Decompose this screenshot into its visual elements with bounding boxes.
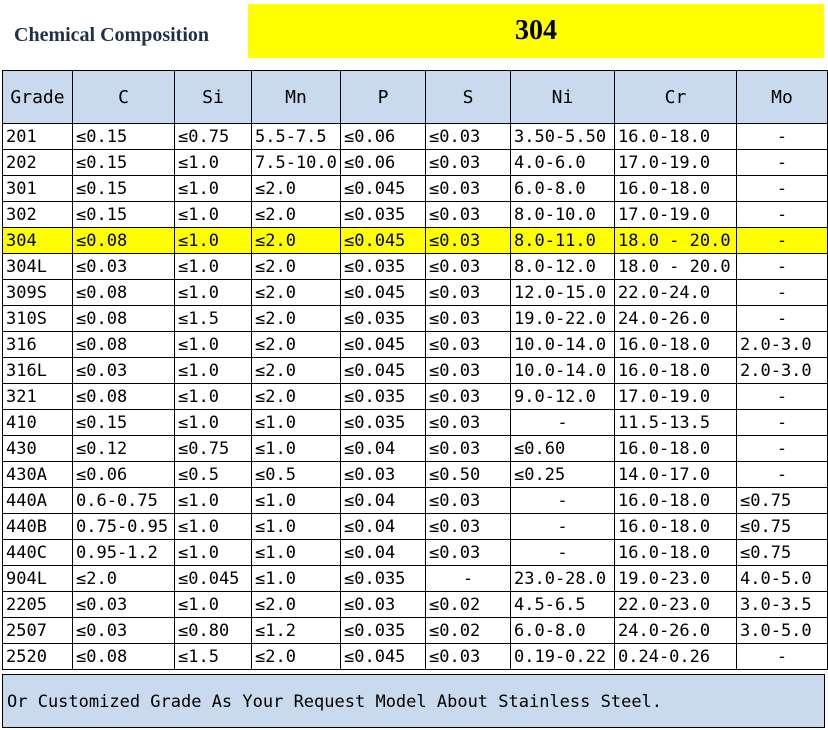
- cell-ni: 19.0-22.0: [511, 306, 615, 332]
- cell-p: ≤0.035: [341, 384, 426, 410]
- cell-c: ≤0.08: [73, 306, 175, 332]
- cell-s: ≤0.03: [426, 644, 511, 670]
- cell-cr: 24.0-26.0: [615, 618, 737, 644]
- cell-ni: -: [511, 514, 615, 540]
- table-row: [3, 618, 828, 644]
- cell-grade: 440B: [3, 514, 73, 540]
- cell-c: ≤2.0: [73, 566, 175, 592]
- cell-c: ≤0.15: [73, 410, 175, 436]
- cell-mo: 2.0-3.0: [737, 358, 828, 384]
- cell-c: ≤0.15: [73, 176, 175, 202]
- cell-si: ≤1.0: [175, 488, 252, 514]
- cell-mo: -: [737, 384, 828, 410]
- cell-si: ≤1.0: [175, 176, 252, 202]
- column-header-mn: Mn: [252, 71, 341, 124]
- cell-mn: ≤2.0: [252, 358, 341, 384]
- cell-grade: 430: [3, 436, 73, 462]
- cell-mo: ≤0.75: [737, 514, 828, 540]
- cell-grade: 304L: [3, 254, 73, 280]
- table-body: [3, 124, 828, 670]
- cell-c: ≤0.12: [73, 436, 175, 462]
- cell-mn: ≤2.0: [252, 254, 341, 280]
- cell-c: 0.95-1.2: [73, 540, 175, 566]
- cell-mo: -: [737, 306, 828, 332]
- cell-mn: 7.5-10.0: [252, 150, 341, 176]
- cell-cr: 16.0-18.0: [615, 124, 737, 150]
- table-row: [3, 254, 828, 280]
- cell-si: ≤1.0: [175, 254, 252, 280]
- footer-note: Or Customized Grade As Your Request Model About Stainless Steel.: [2, 674, 825, 728]
- cell-mo: 2.0-3.0: [737, 332, 828, 358]
- cell-ni: -: [511, 540, 615, 566]
- cell-ni: 10.0-14.0: [511, 358, 615, 384]
- cell-mn: ≤1.0: [252, 566, 341, 592]
- table-row: [3, 540, 828, 566]
- cell-ni: ≤0.25: [511, 462, 615, 488]
- cell-s: ≤0.03: [426, 540, 511, 566]
- cell-mn: ≤2.0: [252, 280, 341, 306]
- cell-mo: 4.0-5.0: [737, 566, 828, 592]
- cell-p: ≤0.04: [341, 436, 426, 462]
- cell-si: ≤1.0: [175, 592, 252, 618]
- cell-ni: 8.0-10.0: [511, 202, 615, 228]
- table-row: [3, 462, 828, 488]
- cell-s: ≤0.03: [426, 202, 511, 228]
- cell-mn: ≤2.0: [252, 202, 341, 228]
- cell-mn: 5.5-7.5: [252, 124, 341, 150]
- cell-c: ≤0.08: [73, 332, 175, 358]
- cell-grade: 316L: [3, 358, 73, 384]
- table-row: [3, 124, 828, 150]
- column-header-c: C: [73, 71, 175, 124]
- cell-mo: ≤0.75: [737, 540, 828, 566]
- cell-cr: 18.0 - 20.0: [615, 254, 737, 280]
- cell-ni: 0.19-0.22: [511, 644, 615, 670]
- cell-p: ≤0.045: [341, 280, 426, 306]
- cell-p: ≤0.035: [341, 202, 426, 228]
- cell-p: ≤0.035: [341, 254, 426, 280]
- cell-si: ≤1.0: [175, 280, 252, 306]
- column-header-s: S: [426, 71, 511, 124]
- cell-ni: 8.0-11.0: [511, 228, 615, 254]
- cell-ni: 4.0-6.0: [511, 150, 615, 176]
- cell-c: ≤0.03: [73, 358, 175, 384]
- cell-mo: -: [737, 176, 828, 202]
- cell-si: ≤1.0: [175, 358, 252, 384]
- cell-grade: 321: [3, 384, 73, 410]
- cell-mn: ≤1.0: [252, 540, 341, 566]
- cell-grade: 430A: [3, 462, 73, 488]
- table-row: [3, 358, 828, 384]
- cell-mo: -: [737, 436, 828, 462]
- cell-p: ≤0.045: [341, 176, 426, 202]
- cell-grade: 304: [3, 228, 73, 254]
- cell-grade: 440C: [3, 540, 73, 566]
- cell-si: ≤1.0: [175, 384, 252, 410]
- column-header-p: P: [341, 71, 426, 124]
- cell-c: ≤0.08: [73, 228, 175, 254]
- cell-cr: 0.24-0.26: [615, 644, 737, 670]
- cell-p: ≤0.06: [341, 150, 426, 176]
- cell-mo: -: [737, 644, 828, 670]
- cell-s: ≤0.03: [426, 384, 511, 410]
- cell-grade: 310S: [3, 306, 73, 332]
- table-row: [3, 150, 828, 176]
- cell-mn: ≤1.0: [252, 488, 341, 514]
- table-row: [3, 410, 828, 436]
- cell-s: ≤0.03: [426, 124, 511, 150]
- cell-s: ≤0.03: [426, 306, 511, 332]
- cell-grade: 201: [3, 124, 73, 150]
- cell-mn: ≤2.0: [252, 176, 341, 202]
- cell-c: ≤0.08: [73, 384, 175, 410]
- cell-mn: ≤1.0: [252, 436, 341, 462]
- cell-p: ≤0.035: [341, 566, 426, 592]
- cell-c: ≤0.08: [73, 280, 175, 306]
- cell-c: ≤0.03: [73, 618, 175, 644]
- table-row: [3, 306, 828, 332]
- cell-mo: -: [737, 150, 828, 176]
- cell-grade: 2205: [3, 592, 73, 618]
- column-header-grade: Grade: [3, 71, 73, 124]
- cell-mo: -: [737, 410, 828, 436]
- cell-ni: 3.50-5.50: [511, 124, 615, 150]
- cell-cr: 18.0 - 20.0: [615, 228, 737, 254]
- cell-p: ≤0.045: [341, 644, 426, 670]
- cell-grade: 309S: [3, 280, 73, 306]
- cell-cr: 16.0-18.0: [615, 436, 737, 462]
- cell-si: ≤0.75: [175, 124, 252, 150]
- cell-grade: 904L: [3, 566, 73, 592]
- cell-mn: ≤1.2: [252, 618, 341, 644]
- column-header-si: Si: [175, 71, 252, 124]
- cell-mo: -: [737, 202, 828, 228]
- cell-cr: 11.5-13.5: [615, 410, 737, 436]
- cell-ni: -: [511, 410, 615, 436]
- cell-c: 0.6-0.75: [73, 488, 175, 514]
- highlighted-grade-banner: 304: [248, 4, 824, 58]
- table-row: [3, 280, 828, 306]
- cell-grade: 316: [3, 332, 73, 358]
- cell-s: ≤0.03: [426, 488, 511, 514]
- cell-si: ≤1.5: [175, 644, 252, 670]
- column-header-cr: Cr: [615, 71, 737, 124]
- cell-s: ≤0.03: [426, 254, 511, 280]
- cell-mo: -: [737, 254, 828, 280]
- cell-p: ≤0.04: [341, 514, 426, 540]
- table-row: [3, 332, 828, 358]
- cell-ni: 8.0-12.0: [511, 254, 615, 280]
- cell-c: ≤0.06: [73, 462, 175, 488]
- cell-cr: 16.0-18.0: [615, 488, 737, 514]
- composition-table: [2, 70, 828, 670]
- cell-ni: 4.5-6.5: [511, 592, 615, 618]
- cell-si: ≤1.0: [175, 514, 252, 540]
- table-row: [3, 566, 828, 592]
- cell-c: ≤0.15: [73, 124, 175, 150]
- cell-si: ≤1.0: [175, 202, 252, 228]
- cell-mn: ≤2.0: [252, 332, 341, 358]
- cell-grade: 302: [3, 202, 73, 228]
- cell-ni: 10.0-14.0: [511, 332, 615, 358]
- cell-cr: 22.0-24.0: [615, 280, 737, 306]
- cell-cr: 14.0-17.0: [615, 462, 737, 488]
- cell-cr: 16.0-18.0: [615, 176, 737, 202]
- cell-mo: 3.0-5.0: [737, 618, 828, 644]
- cell-p: ≤0.045: [341, 332, 426, 358]
- cell-s: ≤0.03: [426, 410, 511, 436]
- table-row: [3, 176, 828, 202]
- chemical-composition-title: Chemical Composition: [14, 24, 209, 46]
- table-row: [3, 488, 828, 514]
- cell-ni: 6.0-8.0: [511, 176, 615, 202]
- cell-p: ≤0.04: [341, 540, 426, 566]
- cell-si: ≤0.80: [175, 618, 252, 644]
- cell-s: ≤0.03: [426, 332, 511, 358]
- cell-mo: -: [737, 462, 828, 488]
- cell-cr: 16.0-18.0: [615, 332, 737, 358]
- cell-mo: -: [737, 124, 828, 150]
- table-row: [3, 514, 828, 540]
- cell-p: ≤0.06: [341, 124, 426, 150]
- cell-s: ≤0.03: [426, 228, 511, 254]
- cell-mo: -: [737, 280, 828, 306]
- cell-grade: 2520: [3, 644, 73, 670]
- cell-cr: 22.0-23.0: [615, 592, 737, 618]
- cell-s: ≤0.02: [426, 592, 511, 618]
- cell-mn: ≤0.5: [252, 462, 341, 488]
- cell-grade: 202: [3, 150, 73, 176]
- cell-s: ≤0.03: [426, 358, 511, 384]
- cell-cr: 16.0-18.0: [615, 358, 737, 384]
- cell-mn: ≤2.0: [252, 228, 341, 254]
- cell-ni: 12.0-15.0: [511, 280, 615, 306]
- cell-si: ≤1.0: [175, 410, 252, 436]
- cell-p: ≤0.035: [341, 306, 426, 332]
- column-header-ni: Ni: [511, 71, 615, 124]
- cell-cr: 16.0-18.0: [615, 514, 737, 540]
- cell-s: ≤0.03: [426, 436, 511, 462]
- cell-c: ≤0.15: [73, 150, 175, 176]
- cell-s: ≤0.03: [426, 176, 511, 202]
- cell-si: ≤1.5: [175, 306, 252, 332]
- cell-grade: 410: [3, 410, 73, 436]
- cell-c: ≤0.03: [73, 592, 175, 618]
- cell-c: 0.75-0.95: [73, 514, 175, 540]
- cell-mn: ≤2.0: [252, 384, 341, 410]
- cell-p: ≤0.03: [341, 462, 426, 488]
- cell-si: ≤0.75: [175, 436, 252, 462]
- cell-mn: ≤2.0: [252, 592, 341, 618]
- table-row: [3, 436, 828, 462]
- cell-p: ≤0.035: [341, 618, 426, 644]
- table-row: [3, 592, 828, 618]
- table-row: [3, 384, 828, 410]
- cell-p: ≤0.04: [341, 488, 426, 514]
- cell-cr: 17.0-19.0: [615, 150, 737, 176]
- cell-s: ≤0.03: [426, 280, 511, 306]
- cell-grade: 440A: [3, 488, 73, 514]
- cell-si: ≤1.0: [175, 540, 252, 566]
- cell-mo: ≤0.75: [737, 488, 828, 514]
- cell-s: ≤0.03: [426, 514, 511, 540]
- cell-grade: 301: [3, 176, 73, 202]
- cell-p: ≤0.045: [341, 228, 426, 254]
- cell-si: ≤1.0: [175, 332, 252, 358]
- cell-p: ≤0.035: [341, 410, 426, 436]
- cell-si: ≤1.0: [175, 150, 252, 176]
- cell-s: ≤0.02: [426, 618, 511, 644]
- cell-mn: ≤2.0: [252, 306, 341, 332]
- cell-cr: 19.0-23.0: [615, 566, 737, 592]
- cell-p: ≤0.03: [341, 592, 426, 618]
- cell-c: ≤0.03: [73, 254, 175, 280]
- cell-ni: 9.0-12.0: [511, 384, 615, 410]
- table-row: [3, 228, 828, 254]
- column-header-mo: Mo: [737, 71, 828, 124]
- cell-cr: 17.0-19.0: [615, 384, 737, 410]
- cell-si: ≤1.0: [175, 228, 252, 254]
- cell-mn: ≤2.0: [252, 644, 341, 670]
- cell-ni: 23.0-28.0: [511, 566, 615, 592]
- cell-s: ≤0.03: [426, 150, 511, 176]
- cell-s: -: [426, 566, 511, 592]
- page-header: [0, 0, 828, 66]
- cell-grade: 2507: [3, 618, 73, 644]
- cell-cr: 24.0-26.0: [615, 306, 737, 332]
- cell-ni: ≤0.60: [511, 436, 615, 462]
- cell-cr: 17.0-19.0: [615, 202, 737, 228]
- cell-cr: 16.0-18.0: [615, 540, 737, 566]
- cell-mo: 3.0-3.5: [737, 592, 828, 618]
- cell-s: ≤0.50: [426, 462, 511, 488]
- table-row: [3, 202, 828, 228]
- table-row: [3, 644, 828, 670]
- table-header-row: [3, 71, 828, 124]
- cell-c: ≤0.08: [73, 644, 175, 670]
- cell-ni: -: [511, 488, 615, 514]
- cell-c: ≤0.15: [73, 202, 175, 228]
- cell-mn: ≤1.0: [252, 410, 341, 436]
- cell-ni: 6.0-8.0: [511, 618, 615, 644]
- cell-p: ≤0.045: [341, 358, 426, 384]
- cell-mn: ≤1.0: [252, 514, 341, 540]
- cell-si: ≤0.045: [175, 566, 252, 592]
- cell-si: ≤0.5: [175, 462, 252, 488]
- cell-mo: -: [737, 228, 828, 254]
